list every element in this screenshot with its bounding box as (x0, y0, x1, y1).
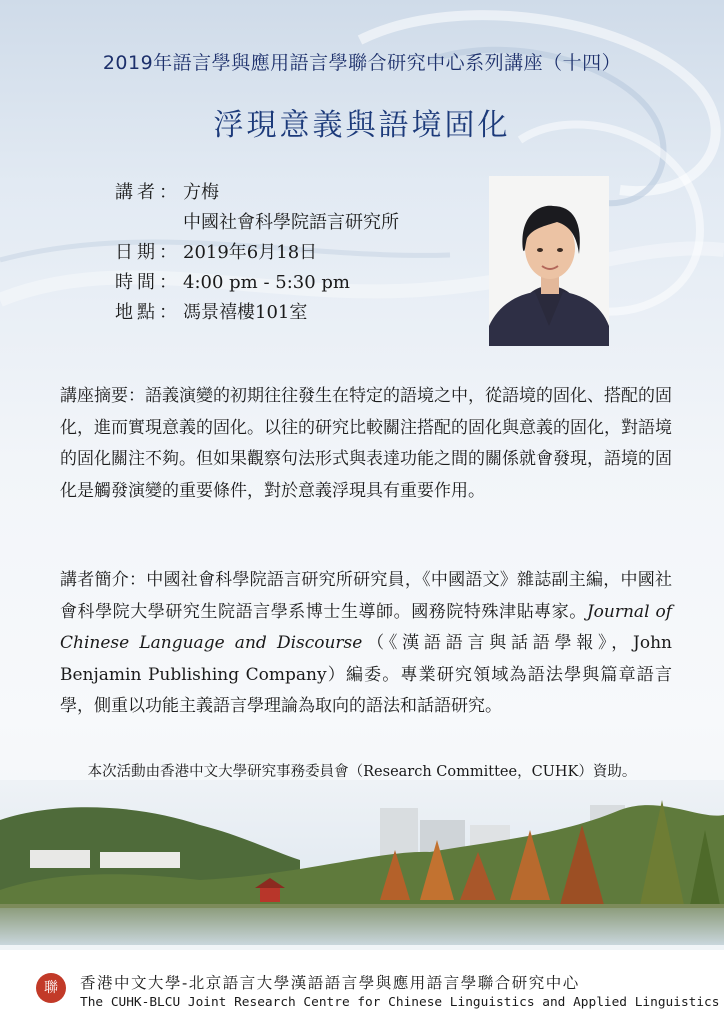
event-date: 2019年6月18日 (183, 242, 318, 263)
event-time: 4:00 pm - 5:30 pm (183, 272, 350, 293)
speaker-photo (489, 176, 609, 346)
abstract-paragraph: 講座摘要：語義演變的初期往往發生在特定的語境之中，從語境的固化、搭配的固化，進而實現意義的固化。以往的研究比較關注搭配的固化與意義的固化，對語境的固化關注不夠。但如果觀察句法形式與表達功能之間的關係就會發現，語境的固化是觸發演變的重要條件，對於意義浮現具有重要作用。 (60, 386, 672, 501)
speaker-affiliation: 中國社會科學院語言研究所 (183, 212, 399, 233)
date-label: 日期： (115, 242, 181, 263)
speaker-label: 講者： (115, 182, 181, 203)
lecture-series-heading: 2019年語言學與應用語言學聯合研究中心系列講座（十四） (102, 52, 622, 74)
journal-title: Journal of Chinese Language and Discourse (60, 601, 672, 653)
centre-name-chinese: 香港中文大學-北京語言大學漢語語言學與應用語言學聯合研究中心 (80, 974, 580, 992)
event-venue: 馮景禧樓101室 (183, 302, 308, 323)
lecture-title: 浮現意義與語境固化 (213, 108, 511, 143)
speaker-bio-paragraph (60, 565, 672, 723)
campus-lake-photo (0, 780, 724, 945)
funding-note: 本次活動由香港中文大學研究事務委員會（Research Committee，CUHK）資助。 (87, 764, 637, 780)
venue-label: 地點： (115, 302, 181, 323)
bio-text-part2: （《漢語語言與話語學報》，John Benjamin Publishing Company）編委。專業研究領域為語法學與篇章語言學，側重以功能主義語言學理論為取向的語法和話語研究。 (60, 633, 672, 716)
event-info (115, 178, 399, 328)
bio-text-part1: 講者簡介：中國社會科學院語言研究所研究員，《中國語文》雜誌副主編，中國社會科學院大學研究生院語言學系博士生導師。國務院特殊津貼專家。 (60, 570, 672, 622)
centre-name-english: The CUHK-BLCU Joint Research Centre for Chinese Linguistics and Applied Linguistics (80, 995, 720, 1010)
centre-seal-logo: 聯 (36, 973, 66, 1003)
speaker-name: 方梅 (183, 182, 219, 203)
time-label: 時間： (115, 272, 181, 293)
